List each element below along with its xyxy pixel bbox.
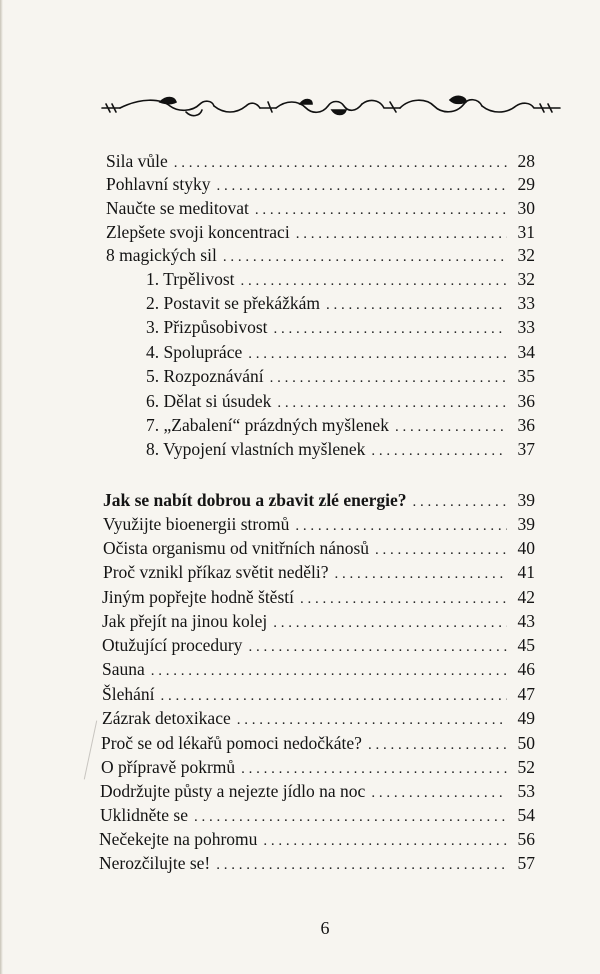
dot-leader [216,854,507,876]
toc-entry[interactable] [106,150,535,174]
dot-leader [237,709,507,731]
dot-leader [248,343,507,365]
toc-entry-title: Nerozčilujte se! [99,853,211,873]
toc-entry-section-heading[interactable] [103,489,535,513]
dot-leader [248,636,507,658]
toc-entry-page: 46 [517,659,535,679]
toc-entry-page: 57 [517,853,535,873]
toc-entry-page: 33 [517,293,535,313]
toc-entry-page: 53 [517,781,535,801]
toc-entry-title: Proč vznikl příkaz světit neděli? [103,562,329,582]
toc-entry[interactable] [101,756,535,780]
toc-entry-title: 7. „Zabalení“ prázdných myšlenek [146,415,389,435]
toc-entry[interactable] [103,537,535,561]
dot-leader [161,685,508,707]
toc-entry[interactable] [102,586,535,610]
dot-leader [151,660,507,682]
toc-entry-title: Očista organismu od vnitřních nánosů [103,538,370,558]
toc-subentry[interactable] [146,390,535,414]
toc-entry[interactable] [102,634,535,658]
dot-leader [273,612,507,634]
toc-entry-title: Nečekejte na pohromu [99,829,258,849]
toc-subentry[interactable] [146,316,535,340]
dot-leader [295,515,507,537]
toc-entry[interactable] [102,707,535,731]
toc-entry[interactable] [106,197,535,221]
dot-leader [277,392,507,414]
toc-entry-page: 36 [517,391,535,411]
toc-entry-title: Jiným popřejte hodně štěstí [102,587,294,607]
dot-leader [375,539,507,561]
toc-entry[interactable] [102,658,535,682]
dot-leader [174,152,507,174]
toc-entry-page: 32 [517,245,535,265]
toc-entry-title: Pohlavní styky [106,174,211,194]
dot-leader [326,294,507,316]
toc-entry[interactable] [100,780,535,804]
toc-entry-title: 8 magických sil [106,245,217,265]
dot-leader [334,563,507,585]
toc-entry[interactable] [102,683,535,707]
toc-entry-title: Naučte se meditovat [106,198,249,218]
toc-entry-title: Otužující procedury [102,635,243,655]
dot-leader [270,367,507,389]
toc-subentry[interactable] [146,438,535,462]
toc-entry-page: 31 [517,222,535,242]
toc-entry[interactable] [101,732,535,756]
toc-entry-title: Dodržujte půsty a nejezte jídlo na noc [100,781,366,801]
toc-entry[interactable] [100,804,535,828]
toc-entry-title: Proč se od lékařů pomoci nedočkáte? [101,733,362,753]
toc-entry-title: Zázrak detoxikace [102,708,231,728]
toc-entry-page: 39 [517,490,535,510]
dot-leader [263,830,507,852]
toc-entry-page: 37 [517,439,535,459]
toc-entry-page: 36 [517,415,535,435]
toc-entry-page: 40 [517,538,535,558]
toc-entry-page: 34 [517,342,535,362]
dot-leader [371,782,507,804]
dot-leader [371,440,507,462]
floral-ornament-icon [100,92,562,120]
dot-leader [296,223,507,245]
toc-entry-page: 30 [517,198,535,218]
toc-entry-title: Uklidněte se [100,805,188,825]
toc-entry-page: 43 [517,611,535,631]
toc-entry-page: 32 [517,269,535,289]
toc-entry-page: 42 [517,587,535,607]
toc-entry-page: 45 [517,635,535,655]
dot-leader [194,806,507,828]
toc-entry[interactable] [106,244,535,268]
toc-entry-title: Šlehání [102,684,155,704]
toc-entry-title: 4. Spolupráce [146,342,243,362]
dot-leader [241,270,508,292]
toc-entry-title: Využijte bioenergii stromů [103,514,290,534]
page-edge-shadow [0,0,3,974]
toc-entry-page: 39 [517,514,535,534]
dot-leader [255,199,507,221]
toc-entry-title: Jak se nabít dobrou a zbavit zlé energie? [103,490,407,510]
pencil-mark [84,721,97,780]
toc-entry-title: 1. Trpělivost [146,269,235,289]
toc-entry-page: 29 [517,174,535,194]
toc-entry-title: Sila vůle [106,151,168,171]
toc-entry-title: 8. Vypojení vlastních myšlenek [146,439,366,459]
toc-entry[interactable] [103,513,535,537]
dot-leader [223,246,507,268]
toc-entry-page: 54 [517,805,535,825]
toc-entry-title: Jak přejít na jinou kolej [102,611,268,631]
toc-entry-page: 33 [517,317,535,337]
dot-leader [241,758,507,780]
toc-subentry[interactable] [146,341,535,365]
dot-leader [368,734,507,756]
toc-entry[interactable] [106,173,535,197]
toc-entry-title: 5. Rozpoznávání [146,366,264,386]
toc-entry[interactable] [99,852,535,876]
toc-entry-page: 28 [517,151,535,171]
dot-leader [300,588,507,610]
toc-entry[interactable] [102,610,535,634]
toc-entry[interactable] [99,828,535,852]
toc-subentry[interactable] [146,365,535,389]
toc-subentry[interactable] [146,414,535,438]
dot-leader [274,318,507,340]
toc-entry-title: Zlepšete svoji koncentraci [106,222,290,242]
toc-entry-title: 3. Přizpůsobivost [146,317,268,337]
dot-leader [413,491,508,513]
toc-entry-page: 52 [517,757,535,777]
toc-entry-title: O přípravě pokrmů [101,757,236,777]
toc-entry-page: 56 [517,829,535,849]
toc-subentry[interactable] [146,268,535,292]
toc-entry-page: 47 [517,684,535,704]
toc-entry-page: 49 [517,708,535,728]
toc-entry-title: 2. Postavit se překážkám [146,293,320,313]
toc-entry-title: Sauna [102,659,145,679]
toc-entry[interactable] [103,561,535,585]
dot-leader [395,416,507,438]
toc-entry-title: 6. Dělat si úsudek [146,391,272,411]
toc-entry-page: 50 [517,733,535,753]
dot-leader [217,175,507,197]
toc-entry[interactable] [106,221,535,245]
page-number: 6 [320,918,330,938]
toc-subentry[interactable] [146,292,535,316]
toc-entry-page: 41 [517,562,535,582]
toc-entry-page: 35 [517,366,535,386]
